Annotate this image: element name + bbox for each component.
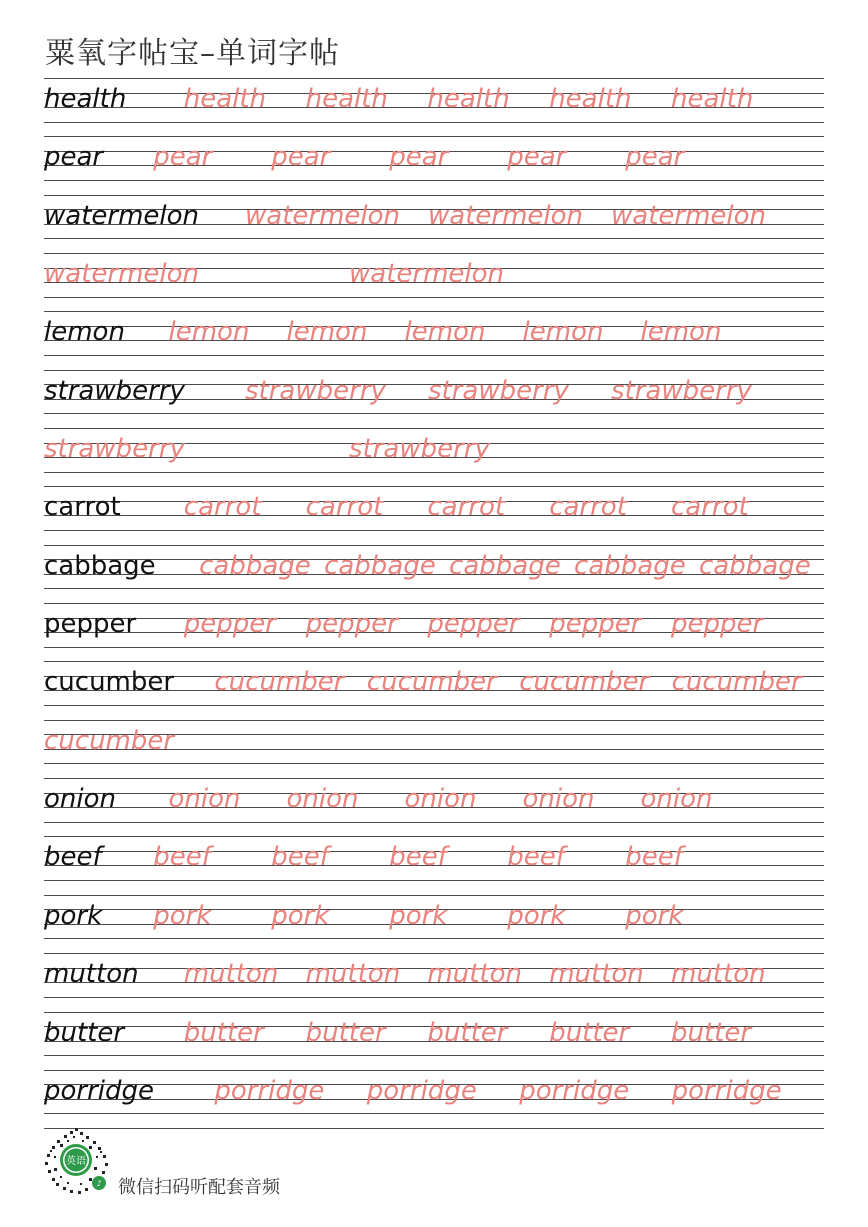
copybook-row xyxy=(44,78,824,136)
trace-word: butter xyxy=(183,1017,264,1048)
ruling-line xyxy=(44,647,824,648)
trace-word: strawberry xyxy=(349,434,490,465)
trace-word: cabbage xyxy=(574,550,686,581)
ruling-line xyxy=(44,763,824,764)
trace-word: strawberry xyxy=(245,375,386,406)
trace-word: pear xyxy=(507,142,567,173)
trace-word: butter xyxy=(305,1017,386,1048)
trace-word: butter xyxy=(549,1017,630,1048)
model-word: health xyxy=(44,84,127,114)
copybook-row xyxy=(44,836,824,894)
trace-word: watermelon xyxy=(349,259,505,290)
footer xyxy=(42,1126,442,1196)
trace-word: cucumber xyxy=(44,725,175,756)
copybook-row xyxy=(44,603,824,661)
copybook-row xyxy=(44,486,824,544)
copybook-row xyxy=(44,953,824,1011)
trace-word: carrot xyxy=(549,492,627,523)
model-word: watermelon xyxy=(44,200,200,231)
trace-word: onion xyxy=(168,784,241,815)
trace-word: cucumber xyxy=(519,667,650,698)
ruling-line xyxy=(44,953,824,954)
trace-word: cabbage xyxy=(324,550,436,581)
trace-word: pork xyxy=(389,900,448,931)
qr-code-icon[interactable] xyxy=(42,1126,112,1196)
trace-word: onion xyxy=(640,784,713,815)
ruling-line xyxy=(44,486,824,487)
trace-word: health xyxy=(671,84,754,114)
copybook-row xyxy=(44,136,824,194)
trace-word: cabbage xyxy=(449,550,561,581)
trace-word: strawberry xyxy=(611,375,752,406)
trace-word: cucumber xyxy=(366,667,497,698)
ruling-line xyxy=(44,413,824,414)
trace-word: strawberry xyxy=(428,375,569,406)
trace-word: porridge xyxy=(671,1075,782,1106)
copybook-row xyxy=(44,1012,824,1070)
trace-word: watermelon xyxy=(44,259,200,290)
trace-word: cucumber xyxy=(671,667,802,698)
model-word: pear xyxy=(44,142,104,173)
model-word: onion xyxy=(44,784,116,815)
ruling-line xyxy=(44,588,824,589)
trace-word: onion xyxy=(404,784,477,815)
ruling-line xyxy=(44,428,824,429)
trace-word: carrot xyxy=(305,492,384,523)
model-word: butter xyxy=(44,1017,125,1048)
trace-word: carrot xyxy=(183,492,262,523)
trace-word: lemon xyxy=(640,317,722,348)
ruling-line xyxy=(44,1070,824,1071)
trace-word: cucumber xyxy=(214,667,345,698)
trace-word: carrot xyxy=(671,492,749,523)
ruling-line xyxy=(44,705,824,706)
trace-word: beef xyxy=(153,842,211,873)
trace-word: porridge xyxy=(214,1075,325,1106)
trace-word: pork xyxy=(507,900,566,931)
trace-word: pear xyxy=(625,142,685,173)
trace-word: onion xyxy=(522,784,595,815)
model-word: carrot xyxy=(44,492,121,523)
ruling-line xyxy=(44,195,824,196)
trace-word: cabbage xyxy=(199,550,311,581)
trace-word: pepper xyxy=(183,609,276,640)
trace-word: watermelon xyxy=(428,200,584,231)
trace-word: mutton xyxy=(427,959,522,990)
ruling-line xyxy=(44,1012,824,1013)
ruling-line xyxy=(44,122,824,123)
ruling-line xyxy=(44,136,824,137)
ruling-line xyxy=(44,1055,824,1056)
trace-word: onion xyxy=(286,784,359,815)
ruling-line xyxy=(44,238,824,239)
copybook-row xyxy=(44,195,824,253)
trace-word: lemon xyxy=(168,317,250,348)
copybook-row xyxy=(44,778,824,836)
ruling-line xyxy=(44,472,824,473)
trace-word: pear xyxy=(389,142,449,173)
copybook-row xyxy=(44,428,824,486)
trace-word: pork xyxy=(153,900,212,931)
ruling-line xyxy=(44,836,824,837)
ruling-line xyxy=(44,720,824,721)
trace-word: porridge xyxy=(366,1075,477,1106)
qr-badge-text: 英语 xyxy=(66,1156,86,1167)
trace-word: mutton xyxy=(305,959,401,990)
copybook-row xyxy=(44,253,824,311)
trace-word: lemon xyxy=(404,317,486,348)
ruling-line xyxy=(44,938,824,939)
ruling-line xyxy=(44,355,824,356)
model-word: cabbage xyxy=(44,550,156,581)
model-word: pepper xyxy=(44,609,137,640)
copybook-row xyxy=(44,311,824,369)
ruling-line xyxy=(44,545,824,546)
model-word: strawberry xyxy=(44,375,185,406)
ruling-line xyxy=(44,778,824,779)
trace-word: health xyxy=(427,84,510,114)
ruling-line xyxy=(44,822,824,823)
model-word: pork xyxy=(44,900,103,931)
copybook-sheet xyxy=(44,78,824,1129)
copybook-row xyxy=(44,370,824,428)
trace-word: watermelon xyxy=(245,200,401,231)
trace-word: pepper xyxy=(671,609,764,640)
trace-word: health xyxy=(305,84,388,114)
model-word: porridge xyxy=(44,1075,155,1106)
ruling-line xyxy=(44,1113,824,1114)
trace-word: health xyxy=(183,84,267,114)
trace-word: pork xyxy=(271,900,330,931)
qr-caption: 微信扫码听配套音频 xyxy=(118,1177,280,1198)
model-word: mutton xyxy=(44,959,139,990)
page-title: 粟氧字帖宝–单词字帖 xyxy=(45,36,340,71)
copybook-row xyxy=(44,1070,824,1128)
trace-word: pork xyxy=(625,900,684,931)
ruling-line xyxy=(44,530,824,531)
trace-word: mutton xyxy=(549,959,644,990)
trace-word: beef xyxy=(389,842,447,873)
ruling-line xyxy=(44,180,824,181)
trace-word: beef xyxy=(507,842,565,873)
trace-word: mutton xyxy=(671,959,766,990)
trace-word: lemon xyxy=(522,317,604,348)
model-word: lemon xyxy=(44,317,125,348)
ruling-line xyxy=(44,661,824,662)
copybook-row xyxy=(44,720,824,778)
trace-word: porridge xyxy=(519,1075,630,1106)
trace-word: butter xyxy=(427,1017,508,1048)
trace-word: health xyxy=(549,84,632,114)
trace-word: beef xyxy=(625,842,683,873)
ruling-line xyxy=(44,253,824,254)
trace-word: pear xyxy=(271,142,331,173)
trace-word: mutton xyxy=(183,959,279,990)
trace-word: watermelon xyxy=(611,200,767,231)
trace-word: pepper xyxy=(305,609,398,640)
ruling-line xyxy=(44,370,824,371)
copybook-row xyxy=(44,661,824,719)
trace-word: butter xyxy=(671,1017,752,1048)
trace-word: lemon xyxy=(286,317,368,348)
trace-word: beef xyxy=(271,842,329,873)
copybook-row xyxy=(44,895,824,953)
model-word: beef xyxy=(44,842,102,873)
copybook-row xyxy=(44,545,824,603)
ruling-line xyxy=(44,997,824,998)
ruling-line xyxy=(44,78,824,79)
play-icon: ♪ xyxy=(96,1179,102,1188)
ruling-line xyxy=(44,603,824,604)
trace-word: carrot xyxy=(427,492,506,523)
ruling-line xyxy=(44,880,824,881)
trace-word: cabbage xyxy=(699,550,811,581)
ruling-line xyxy=(44,311,824,312)
model-word: cucumber xyxy=(44,667,175,698)
ruling-line xyxy=(44,297,824,298)
trace-word: strawberry xyxy=(44,434,185,465)
ruling-line xyxy=(44,895,824,896)
trace-word: pepper xyxy=(427,609,520,640)
trace-word: pear xyxy=(153,142,213,173)
trace-word: pepper xyxy=(549,609,642,640)
